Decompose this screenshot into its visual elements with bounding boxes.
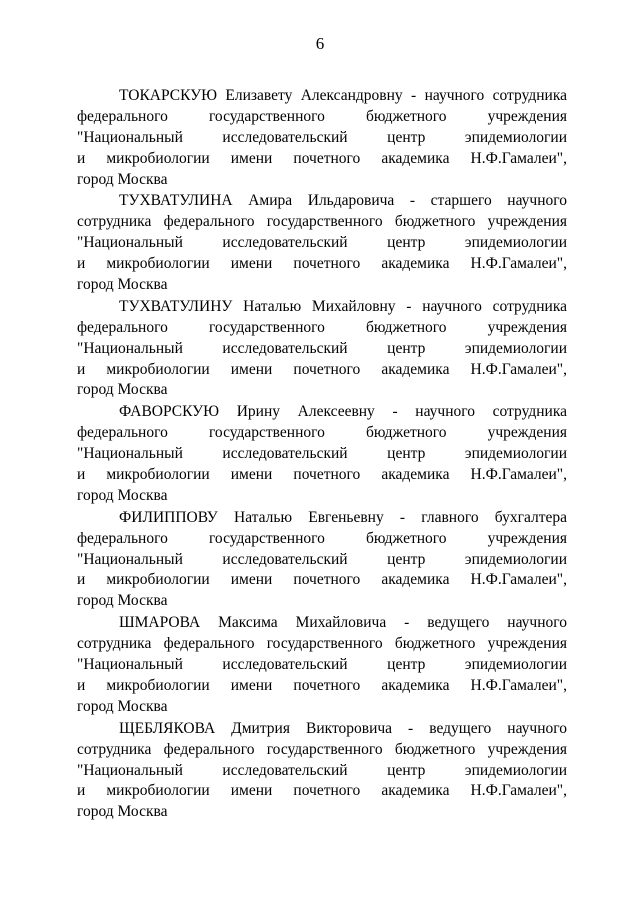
entry-line: ФИЛИППОВУ Наталью Евгеньевну - главного бухгалтера xyxy=(119,508,567,526)
entry-line: "Национальный исследовательский центр эпидемиологии xyxy=(77,761,567,779)
entry-line: и микробиологии имени почетного академика Н.Ф.Гамалеи", xyxy=(77,676,567,694)
entry-line: "Национальный исследовательский центр эпидемиологии xyxy=(77,656,567,674)
entry-line: ЩЕБЛЯКОВА Дмитрия Викторовича - ведущего научного xyxy=(119,719,567,737)
award-entry xyxy=(77,86,567,190)
entry-line: федерального государственного бюджетного учреждения xyxy=(77,529,567,547)
award-entry xyxy=(77,508,567,612)
entry-line: федерального государственного бюджетного учреждения xyxy=(77,318,567,336)
entry-line: ТУХВАТУЛИНУ Наталью Михайловну - научного сотрудника xyxy=(119,297,567,315)
award-entry xyxy=(77,719,567,823)
entry-line: город Москва xyxy=(77,592,168,610)
entry-line: ШМАРОВА Максима Михайловича - ведущего научного xyxy=(119,614,567,632)
entry-line: "Национальный исследовательский центр эпидемиологии xyxy=(77,128,567,146)
entry-line: город Москва xyxy=(77,803,168,821)
entry-line: город Москва xyxy=(77,170,168,188)
entry-line: и микробиологии имени почетного академика Н.Ф.Гамалеи", xyxy=(77,255,567,273)
award-entry xyxy=(77,613,567,717)
entry-line: "Национальный исследовательский центр эпидемиологии xyxy=(77,234,567,252)
entry-line: ТОКАРСКУЮ Елизавету Александровну - научного сотрудника xyxy=(119,87,567,104)
entry-line: "Национальный исследовательский центр эпидемиологии xyxy=(77,550,567,568)
entry-line: ФАВОРСКУЮ Ирину Алексеевну - научного сотрудника xyxy=(119,403,567,421)
entry-line: город Москва xyxy=(77,276,168,294)
entry-line: сотрудника федерального государственного бюджетного учреждения xyxy=(77,213,567,231)
entry-line: "Национальный исследовательский центр эпидемиологии xyxy=(77,445,567,463)
award-entry xyxy=(77,191,567,295)
entry-line: федерального государственного бюджетного учреждения xyxy=(77,424,567,442)
entry-line: и микробиологии имени почетного академика Н.Ф.Гамалеи", xyxy=(77,782,567,800)
entry-line: ТУХВАТУЛИНА Амира Ильдаровича - старшего научного xyxy=(119,192,567,210)
entry-line: город Москва xyxy=(77,486,168,504)
entry-line: и микробиологии имени почетного академика Н.Ф.Гамалеи", xyxy=(77,149,567,167)
page-number: 6 xyxy=(315,34,325,53)
entry-line: и микробиологии имени почетного академика Н.Ф.Гамалеи", xyxy=(77,571,567,589)
award-entry xyxy=(77,402,567,506)
entry-line: и микробиологии имени почетного академика Н.Ф.Гамалеи", xyxy=(77,466,567,484)
entry-line: город Москва xyxy=(77,697,168,715)
entry-line: сотрудника федерального государственного бюджетного учреждения xyxy=(77,740,567,758)
entry-line: город Москва xyxy=(77,381,168,399)
entry-line: федерального государственного бюджетного учреждения xyxy=(77,107,567,125)
entry-line: "Национальный исследовательский центр эпидемиологии xyxy=(77,339,567,357)
award-list xyxy=(77,86,567,824)
entry-line: и микробиологии имени почетного академика Н.Ф.Гамалеи", xyxy=(77,360,567,378)
award-entry xyxy=(77,297,567,401)
entry-line: сотрудника федерального государственного бюджетного учреждения xyxy=(77,635,567,653)
